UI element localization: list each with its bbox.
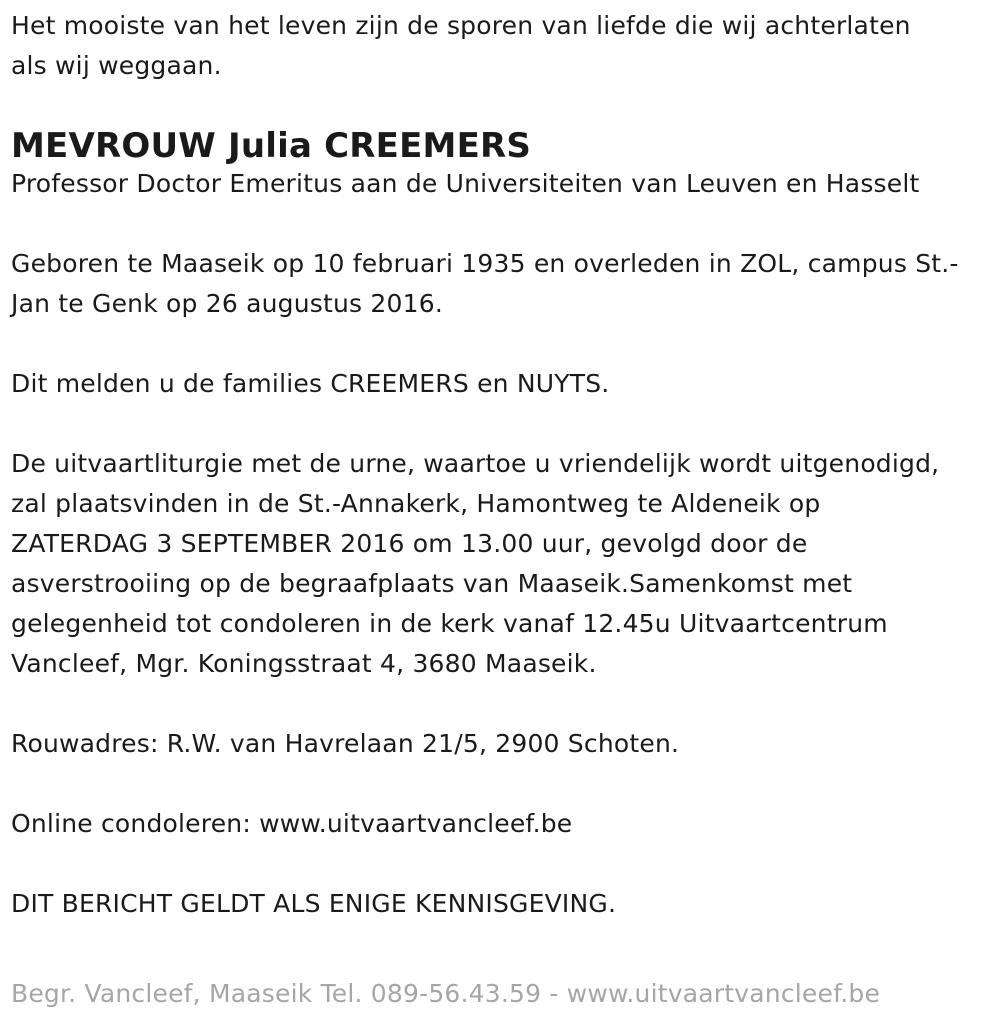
online-condolences: Online condoleren: www.uitvaartvancleef.be [11,809,573,838]
mourning-address: Rouwadres: R.W. van Havrelaan 21/5, 2900 Schoten. [11,729,680,758]
memorial-quote: Het mooiste van het leven zijn de sporen van liefde die wij achterlaten als wij weggaan. [11,11,911,80]
families-text: Dit melden u de families CREEMERS en NUYTS. [11,369,610,398]
spacer [11,404,996,444]
deceased-name: MEVROUW Julia CREEMERS [11,126,532,166]
funeral-home-footer: Begr. Vancleef, Maaseik Tel. 089-56.43.59 - www.uitvaartvancleef.be [11,979,881,1008]
spacer [11,684,996,724]
spacer [11,86,996,124]
spacer [11,764,996,804]
spacer [11,204,996,244]
deceased-title: Professor Doctor Emeritus aan de Universiteiten van Leuven en Hasselt [11,169,920,198]
ceremony-text: De uitvaartliturgie met de urne, waartoe u vriendelijk wordt uitgenodigd, zal plaatsvinden in de St.-Annakerk, Hamontweg te Aldeneik op ZATERDAG 3 SEPTEMBER 2016 om 13.00 uur, gevolgd door de asverstrooiing op de begraafplaats van Maaseik.Samenkomst met gelegenheid tot condoleren in de kerk vanaf 12.45u Uitvaartcentrum Vancleef, Mgr. Koningsstraat 4, 3680 Maaseik. [11,449,940,678]
spacer [11,324,996,364]
spacer [11,844,996,884]
birth-death-text: Geboren te Maaseik op 10 februari 1935 en overleden in ZOL, campus St.- Jan te Genk op 26 augustus 2016. [11,249,959,318]
sole-notice-text: DIT BERICHT GELDT ALS ENIGE KENNISGEVING. [11,889,617,918]
obituary-notice [11,6,996,924]
